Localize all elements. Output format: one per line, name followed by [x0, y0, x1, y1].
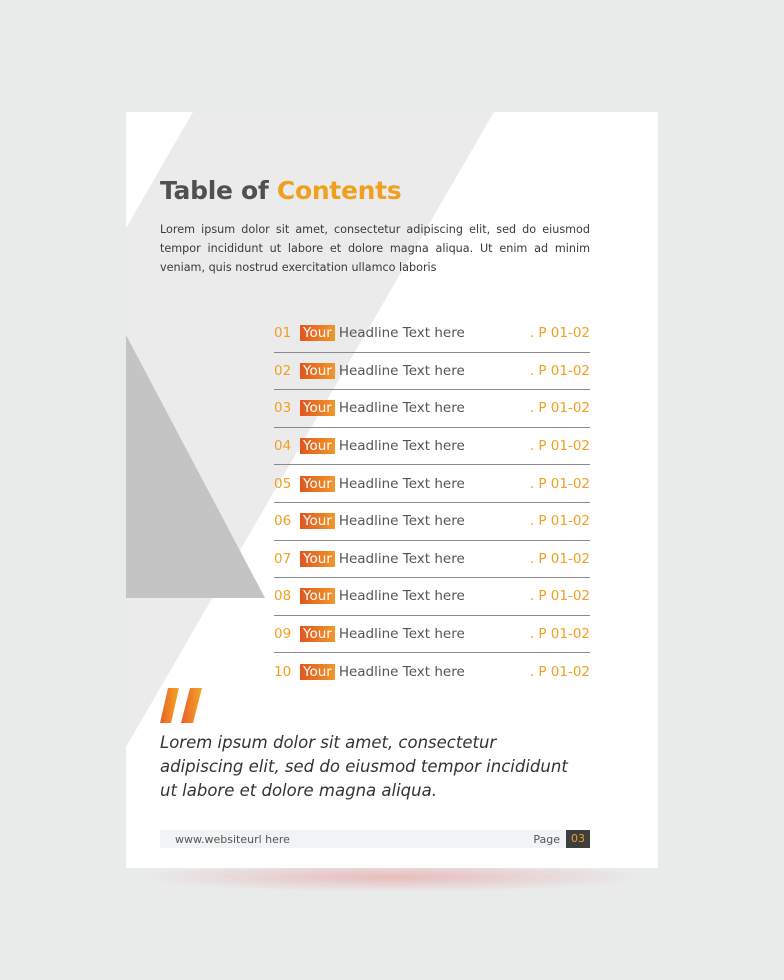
page-label: Page — [533, 833, 560, 846]
quote-text: Lorem ipsum dolor sit amet, consectetur adipiscing elit, sed do eiusmod tempor incididunt ut labore et dolore magna aliqua. — [160, 733, 568, 800]
toc-headline: Headline Text here — [338, 626, 465, 643]
toc-row[interactable] — [274, 616, 590, 654]
toc-number: 08 — [274, 588, 292, 605]
toc-number: 03 — [274, 400, 292, 417]
toc-highlight: Your — [300, 551, 335, 567]
toc-row[interactable] — [274, 465, 590, 503]
toc-row[interactable] — [274, 503, 590, 541]
toc-row[interactable] — [274, 353, 590, 391]
footer-bar — [160, 830, 590, 848]
toc-row[interactable] — [274, 541, 590, 579]
toc-headline: Headline Text here — [338, 362, 465, 379]
toc-headline: Headline Text here — [338, 588, 465, 605]
toc-page-ref: . P 01-02 — [529, 475, 590, 492]
toc-page-ref: . P 01-02 — [529, 513, 590, 530]
toc-highlight: Your — [300, 325, 335, 341]
quote-mark-icon — [160, 688, 204, 724]
toc-number: 02 — [274, 362, 292, 379]
toc-headline: Headline Text here — [338, 664, 465, 681]
toc-headline: Headline Text here — [338, 438, 465, 455]
toc-headline: Headline Text here — [338, 475, 465, 492]
toc-number: 06 — [274, 513, 292, 530]
page-title: Table of Contents — [160, 176, 402, 205]
toc-page-ref: . P 01-02 — [529, 325, 590, 342]
toc-number: 04 — [274, 438, 292, 455]
toc-highlight: Your — [300, 588, 335, 604]
intro-paragraph: Lorem ipsum dolor sit amet, consectetur adipiscing elit, sed do eiusmod tempor incididunt ut labore et dolore magna aliqua. Ut enim ad minim veniam, quis nostrud exercitation ullamco laboris — [160, 223, 590, 274]
toc-number: 05 — [274, 475, 292, 492]
page-number: 03 — [566, 830, 590, 848]
toc-page-ref: . P 01-02 — [529, 664, 590, 681]
toc-page-ref: . P 01-02 — [529, 438, 590, 455]
toc-highlight: Your — [300, 626, 335, 642]
website-url[interactable]: www.websiteurl here — [175, 833, 290, 846]
toc-page-ref: . P 01-02 — [529, 362, 590, 379]
toc-highlight: Your — [300, 363, 335, 379]
toc-page-ref: . P 01-02 — [529, 550, 590, 567]
toc-headline: Headline Text here — [338, 513, 465, 530]
toc-highlight: Your — [300, 513, 335, 529]
toc-number: 07 — [274, 550, 292, 567]
toc-page-ref: . P 01-02 — [529, 588, 590, 605]
toc-headline: Headline Text here — [338, 550, 465, 567]
toc-list — [274, 315, 590, 691]
toc-highlight: Your — [300, 476, 335, 492]
toc-highlight: Your — [300, 664, 335, 680]
toc-headline: Headline Text here — [338, 325, 465, 342]
toc-highlight: Your — [300, 438, 335, 454]
toc-number: 01 — [274, 325, 292, 342]
toc-page-ref: . P 01-02 — [529, 400, 590, 417]
toc-number: 10 — [274, 664, 292, 681]
toc-number: 09 — [274, 626, 292, 643]
toc-page-ref: . P 01-02 — [529, 626, 590, 643]
document-page — [126, 112, 658, 868]
toc-highlight: Your — [300, 400, 335, 416]
toc-row[interactable] — [274, 578, 590, 616]
toc-row[interactable] — [274, 653, 590, 691]
toc-headline: Headline Text here — [338, 400, 465, 417]
toc-row[interactable] — [274, 428, 590, 466]
toc-row[interactable] — [274, 390, 590, 428]
toc-row[interactable] — [274, 315, 590, 353]
